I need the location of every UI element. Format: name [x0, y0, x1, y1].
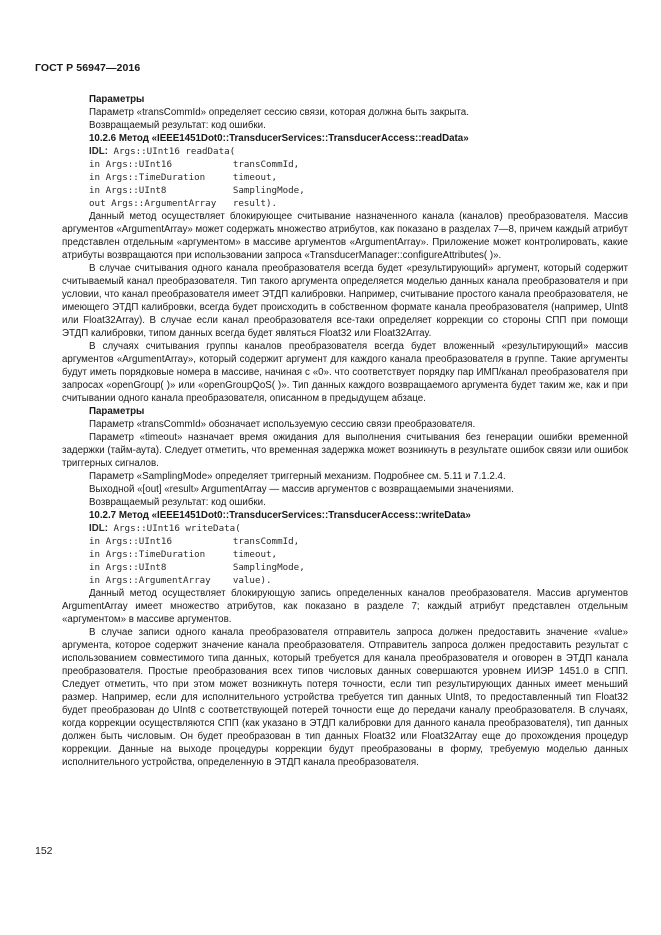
idl-code-line	[62, 184, 628, 197]
paragraph: Данный метод осуществляет блокирующее считывание назначенного канала (каналов) преобразователя. Массив аргументов «ArgumentArray» может содержать множество атрибутов, как показано в разделах 7—8, причем каждый атрибут представлен отдельным «аргументом» в массиве аргументов «ArgumentArray». Приложение может контролировать, какие атрибуты возвращаются при использовании запроса «TransducerManager::configureAttributes( )».	[62, 211, 628, 261]
section-heading: 10.2.7 Метод «IEEE1451Dot0::TransducerServices::TransducerAccess::writeData»	[89, 510, 471, 521]
code-text: Args::UInt16 readData(	[107, 146, 236, 157]
section-heading: Параметры	[89, 406, 145, 417]
section-heading: Параметры	[89, 94, 145, 105]
document-header: ГОСТ Р 56947—2016	[35, 62, 141, 74]
section-heading: 10.2.6 Метод «IEEE1451Dot0::TransducerServices::TransducerAccess::readData»	[89, 133, 469, 144]
paragraph: Параметр «transCommId» определяет сессию связи, которая должна быть закрыта.	[89, 107, 469, 118]
paragraph: Данный метод осуществляет блокирующую запись определенных каналов преобразователя. Массив аргументов ArgumentArray имеет множество атрибутов, как показано в разделе 7; каждый атрибут представлен отдельным «аргументом» в массиве аргументов.	[62, 588, 628, 625]
code-text: in Args::UInt8 SamplingMode,	[89, 562, 305, 573]
code-text: in Args::UInt16 transCommId,	[89, 159, 300, 170]
paragraph: Параметр «SamplingMode» определяет триггерный механизм. Подробнее см. 5.11 и 7.1.2.4.	[89, 471, 506, 482]
code-text: in Args::TimeDuration timeout,	[89, 549, 278, 560]
idl-code-line	[62, 171, 628, 184]
idl-code-line	[62, 548, 628, 561]
paragraph: Возвращаемый результат: код ошибки.	[89, 120, 266, 131]
code-text: out Args::ArgumentArray result).	[89, 198, 278, 209]
paragraph: Выходной «[out] «result» ArgumentArray — массив аргументов с возвращаемыми значениями.	[89, 484, 514, 495]
code-text: Args::UInt16 writeData(	[107, 523, 241, 534]
code-text: in Args::UInt8 SamplingMode,	[89, 185, 305, 196]
page-number: 152	[35, 845, 53, 857]
document-body	[62, 93, 628, 769]
idl-label: IDL:	[89, 146, 108, 157]
paragraph: Параметр «timeout» назначает время ожидания для выполнения считывания без генерации ошибки временной задержки (тайм-аута). Следует отметить, что временная задержка может возникнуть в результате ошибок связи или ошибок триггерных сигналов.	[62, 432, 628, 469]
code-text: in Args::ArgumentArray value).	[89, 575, 272, 586]
paragraph: В случае записи одного канала преобразователя отправитель запроса должен предоставить значение «value» аргумента, которое содержит значение канала преобразователя. Отправитель запроса должен предоставить результат с использованием совместимого типа данных, который требуется для канала преобразователя и оговорен в ЭТДП канала преобразователя. Простые преобразования всех типов числовых данных совершаются уровнем ИИЭР 1451.0 в СПП. Следует отметить, что при этом может возникнуть потеря точности, если тип результирующих данных имеет меньший размер. Например, если для исполнительного устройства требуется тип данных UInt8, то предоставленный тип Float32 будет преобразован до UInt8 с соответствующей потерей точности еще до передачи каналу преобразователя. В случаях, когда коррекции осуществляются СПП (как указано в ЭТДП калибровки для данного канала преобразователя), тип данных должен быть числовым. Он будет преобразован в тип данных Float32 или Float32Array еще до прохождения процедур коррекции. Данные на выходе процедуры коррекции будут преобразованы в форму, требуемую моделью данных исполнительного устройства, определенную в ЭТДП канала преобразователя.	[62, 627, 628, 768]
idl-code-line	[62, 158, 628, 171]
idl-code-line	[62, 522, 628, 535]
idl-label: IDL:	[89, 523, 108, 534]
idl-code-line	[62, 574, 628, 587]
paragraph: Возвращаемый результат: код ошибки.	[89, 497, 266, 508]
idl-code-line	[62, 197, 628, 210]
paragraph: В случае считывания одного канала преобразователя всегда будет «результирующий» аргумент, который содержит считываемый канал преобразователя. Тип такого аргумента определяется моделью данных канала преобразователя и при условии, что канал преобразователя имеет ЭТДП калибровки. Например, считывание простого канала преобразователя, не имеющего ЭТДП калибровки, всегда будет происходить в собственном формате канала преобразователя (например, UInt8 или Float32Array). В случае если канал преобразователя все-таки определяет коррекции со стороны СПП при помощи ЭТДП калибровки, типом данных всегда будет являться Float32 или Float32Array.	[62, 263, 628, 339]
code-text: in Args::UInt16 transCommId,	[89, 536, 300, 547]
code-text: in Args::TimeDuration timeout,	[89, 172, 278, 183]
paragraph: В случаях считывания группы каналов преобразователя всегда будет вложенный «результирующий» массив аргументов «ArgumentArray», который содержит аргумент для каждого канала преобразователя в группе. Такие аргументы будут иметь порядковые номера в массиве, начиная с «0». что соответствует порядку пар ИМП/канал преобразователя при запросах «openGroup( )» или «openGroupQoS( )». Тип данных каждого возвращаемого аргумента будет таким же, как и при считывании одного канала преобразователя, описанном в предыдущем абзаце.	[62, 341, 628, 404]
idl-code-line	[62, 535, 628, 548]
idl-code-line	[62, 145, 628, 158]
idl-code-line	[62, 561, 628, 574]
paragraph: Параметр «transCommId» обозначает используемую сессию связи преобразователя.	[89, 419, 476, 430]
